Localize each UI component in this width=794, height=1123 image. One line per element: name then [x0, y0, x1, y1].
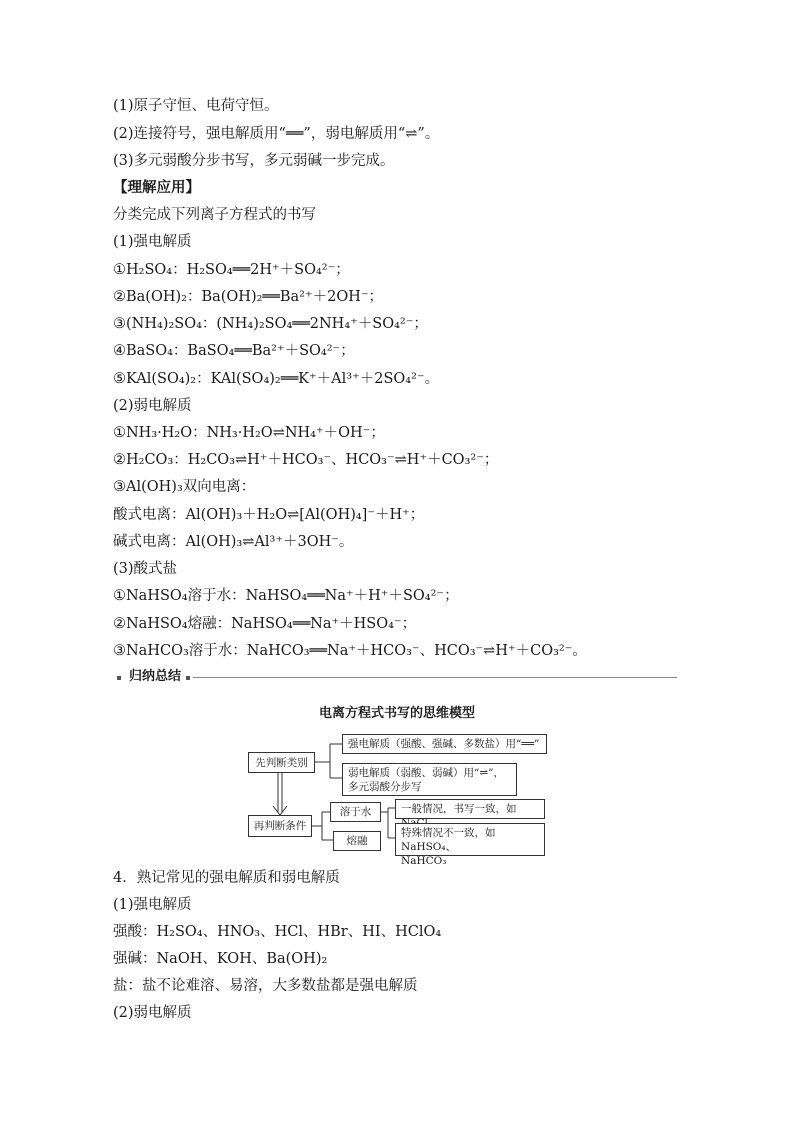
line-10: ④BaSO₄：BaSO₄══Ba²⁺＋SO₄²⁻； [113, 343, 355, 359]
dissolve-box: 溶于水 [330, 802, 381, 822]
line-2: (2)连接符号，强电解质用“══”，弱电解质用“⇌”。 [113, 126, 440, 142]
judge-type-box: 先判断类别 [248, 752, 315, 773]
summary-label: 归纳总结 [129, 669, 182, 684]
line-21: ③NaHCO₃溶于水：NaHCO₃══Na⁺＋HCO₃⁻、HCO₃⁻⇌H⁺＋CO₃²⁻。 [113, 643, 587, 659]
line-27: (2)弱电解质 [113, 1005, 192, 1021]
line-18: (3)酸式盐 [113, 561, 178, 577]
summary-bar [117, 670, 677, 686]
line-1: (1)原子守恒、电荷守恒。 [113, 98, 279, 114]
line-22: 4．熟记常见的强电解质和弱电解质 [113, 870, 340, 886]
bullet-square-icon [117, 676, 121, 680]
general-case-box: 一般情况，书写一致，如 [395, 799, 545, 819]
line-19: ①NaHSO₄溶于水：NaHSO₄══Na⁺＋H⁺＋SO₄²⁻； [113, 588, 459, 604]
line-13: ①NH₃·H₂O：NH₃·H₂O⇌NH₄⁺＋OH⁻； [113, 425, 385, 441]
melt-box: 熔融 [333, 831, 381, 851]
line-3: (3)多元弱酸分步书写，多元弱碱一步完成。 [113, 153, 395, 169]
line-14: ②H₂CO₃：H₂CO₃⇌H⁺＋HCO₃⁻、HCO₃⁻⇌H⁺＋CO₃²⁻； [113, 452, 499, 468]
line-6: (1)强电解质 [113, 234, 192, 250]
line-17: 碱式电离：Al(OH)₃⇌Al³⁺＋3OH⁻。 [113, 534, 354, 550]
judge-condition-box: 再判断条件 [248, 815, 312, 837]
weak-line-1: 弱电解质（弱酸、弱碱）用“⇌”， [348, 767, 505, 779]
special-line-2: NaHCO₃ [401, 855, 447, 867]
line-20: ②NaHSO₄熔融：NaHSO₄══Na⁺＋HSO₄⁻； [113, 616, 417, 632]
line-9: ③(NH₄)₂SO₄：(NH₄)₂SO₄══2NH₄⁺＋SO₄²⁻； [113, 316, 428, 332]
line-25: 强碱：NaOH、KOH、Ba(OH)₂ [113, 951, 328, 967]
line-16: 酸式电离：Al(OH)₃＋H₂O⇌[Al(OH)₄]⁻＋H⁺； [113, 507, 425, 523]
line-24: 强酸：H₂SO₄、HNO₃、HCl、HBr、HI、HClO₄ [113, 924, 442, 940]
weak-line-2: 多元弱酸分步写 [348, 781, 422, 793]
special-line-1: 特殊情况不一致，如NaHSO₄、 [401, 827, 496, 853]
weak-electrolyte-box [342, 763, 517, 796]
line-12: (2)弱电解质 [113, 398, 192, 414]
line-8: ②Ba(OH)₂：Ba(OH)₂══Ba²⁺＋2OH⁻； [113, 289, 384, 305]
section-heading: 【理解应用】 [113, 179, 200, 196]
special-case-box [395, 823, 545, 867]
strong-electrolyte-box: 强电解质（强酸、强碱、多数盐）用“══” [342, 734, 547, 754]
line-7: ①H₂SO₄：H₂SO₄══2H⁺＋SO₄²⁻； [113, 262, 350, 278]
line-23: (1)强电解质 [113, 897, 192, 913]
diagram-title: 电离方程式书写的思维模型 [318, 706, 475, 721]
line-15: ③Al(OH)₃双向电离： [113, 479, 256, 495]
summary-rule [193, 677, 677, 678]
bullet-square-icon [186, 676, 190, 680]
line-5: 分类完成下列离子方程式的书写 [113, 207, 316, 223]
line-26: 盐：盐不论难溶、易溶，大多数盐都是强电解质 [113, 978, 418, 994]
line-11: ⑤KAl(SO₄)₂：KAl(SO₄)₂══K⁺＋Al³⁺＋2SO₄²⁻。 [113, 371, 440, 387]
